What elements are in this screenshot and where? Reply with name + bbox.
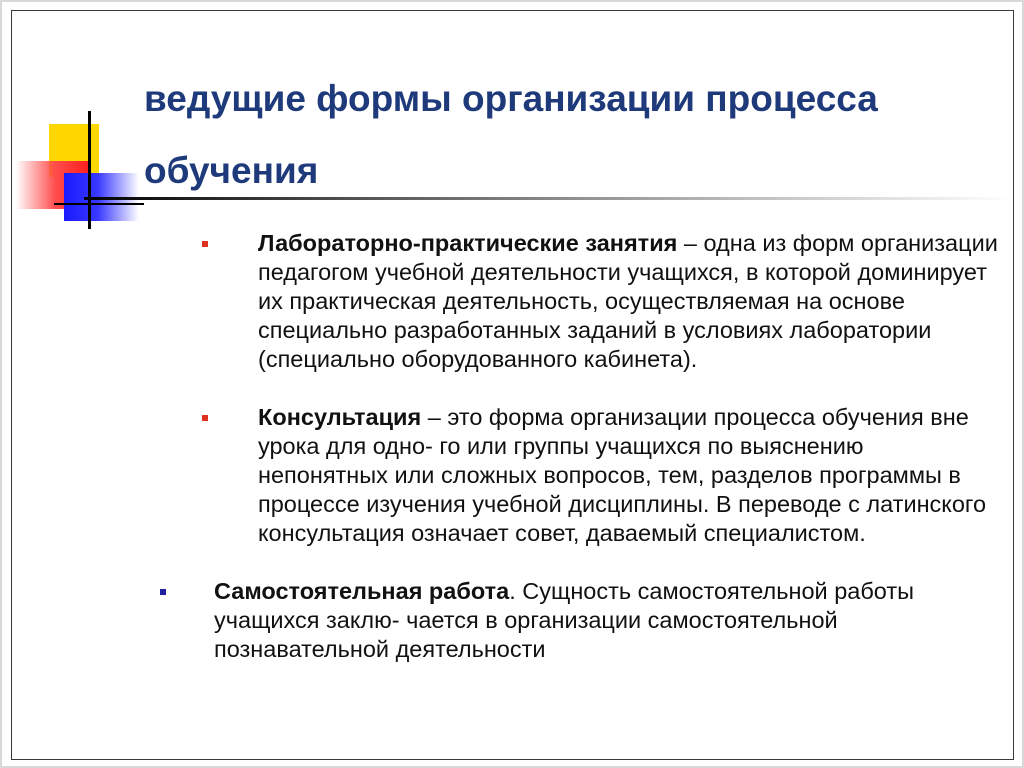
list-item-consultation xyxy=(258,403,998,548)
decorative-logo xyxy=(12,11,152,251)
item-term: Консультация xyxy=(258,404,422,430)
list-item-laboratory xyxy=(258,229,998,374)
vertical-line xyxy=(88,111,91,229)
square-bullet-icon xyxy=(202,241,208,247)
item-description: – это форма организации процесса обучения вне урока для одно- го или группы учащихся по выяснению непонятных или сложных вопросов, тем, разделов программы в процессе изучения учебной дисциплины. В переводе с латинского консультация означает совет, даваемый специалистом. xyxy=(258,404,987,546)
list-item-text xyxy=(258,403,998,548)
horizontal-line xyxy=(54,203,144,205)
item-term: Самостоятельная работа xyxy=(214,578,510,604)
square-bullet-icon xyxy=(160,589,166,595)
list-item-independent-work xyxy=(214,577,1004,664)
item-description: . Сущность самостоятельной работы учащихся заклю- чается в организации самостоятельной познавательной деятельности xyxy=(214,578,915,662)
title-underline xyxy=(84,197,1014,200)
square-bullet-icon xyxy=(202,415,208,421)
item-description: – одна из форм организации педагогом учебной деятельности учащихся, в которой доминирует их практическая деятельность, осуществляемая на основе специально разработанных заданий в условиях лаборатории (специально оборудованного кабинета). xyxy=(258,230,998,372)
list-item-text xyxy=(258,229,998,374)
list-item-text xyxy=(214,577,1004,664)
slide xyxy=(11,10,1014,760)
slide-title: ведущие формы организации процесса обучения xyxy=(144,78,878,191)
item-term: Лабораторно-практические занятия xyxy=(258,230,678,256)
